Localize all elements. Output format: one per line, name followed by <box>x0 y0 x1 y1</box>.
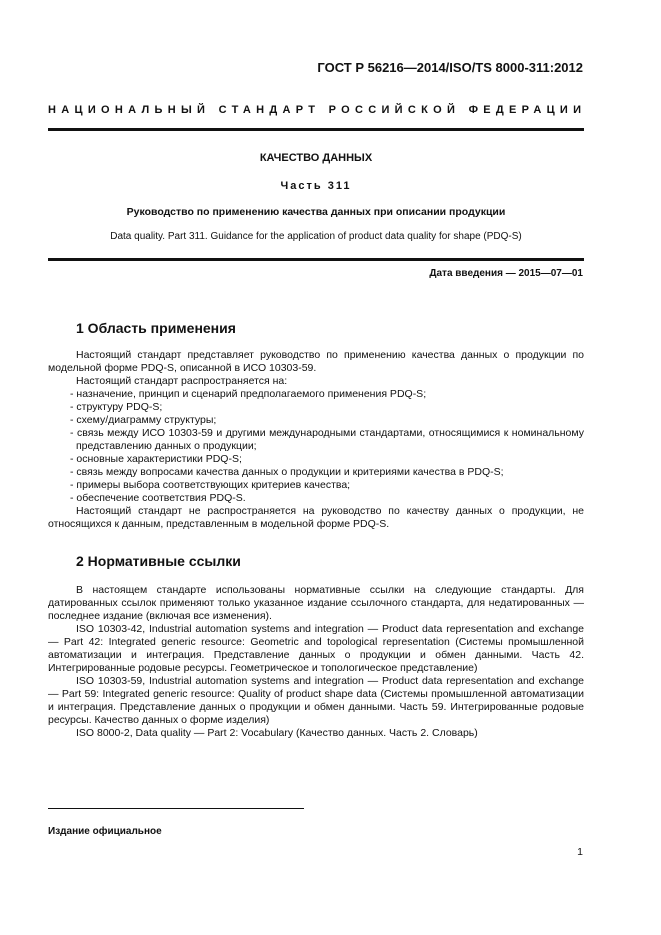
official-edition-note: Издание официальное <box>48 826 162 837</box>
list-item: - обеспечение соответствия PDQ-S. <box>70 492 246 504</box>
section-1-body <box>48 349 584 531</box>
page-number: 1 <box>577 846 583 858</box>
footer-rule <box>48 808 304 809</box>
list-item: - схему/диаграмму структуры; <box>70 414 217 426</box>
reference-item: ISO 10303-59, Industrial automation systems and integration — Product data representation and exchange — Part 59: Integrated generic resource: Quality of product shape data (Системы промышленной автоматизации и интеграция. Представление данных о продукции и обмен данными. Часть 59. Интегрированные родовые ресурсы. Качество данных о форме изделия) <box>48 675 584 726</box>
subtitle-english: Data quality. Part 311. Guidance for the application of product data quality for shape (PDQ-S) <box>110 231 522 242</box>
standard-code: ГОСТ Р 56216—2014/ISO/TS 8000-311:2012 <box>317 60 583 75</box>
paragraph: В настоящем стандарте использованы нормативные ссылки на следующие стандарты. Для датированных ссылок применяют только указанное издание ссылочного стандарта, для недатированных — последнее издание (включая все изменения). <box>48 584 584 622</box>
paragraph: Настоящий стандарт распространяется на: <box>76 375 288 387</box>
paragraph: Настоящий стандарт не распространяется на руководство по качеству данных о продукции, не относящихся к данным, представленным в модельной форме PDQ-S. <box>48 505 584 530</box>
national-standard-title: НАЦИОНАЛЬНЫЙ СТАНДАРТ РОССИЙСКОЙ ФЕДЕРАЦИИ <box>48 104 587 116</box>
top-rule <box>48 128 584 131</box>
list-item: - основные характеристики PDQ-S; <box>70 453 242 465</box>
reference-item: ISO 10303-42, Industrial automation systems and integration — Product data representation and exchange — Part 42: Integrated generic resource: Geometric and topological representation (Системы промышленной автоматизации и интеграция. Представление данных о продукции и обмен данными. Часть 42. Интегрированные родовые ресурсы. Геометрическое и топологическое представление) <box>48 623 584 674</box>
section-1-heading: 1 Область применения <box>76 320 236 336</box>
list-item: - примеры выбора соответствующих критериев качества; <box>70 479 351 491</box>
subtitle-russian: Руководство по применению качества данных при описании продукции <box>126 206 506 218</box>
list-item: - назначение, принцип и сценарий предполагаемого применения PDQ-S; <box>70 388 427 400</box>
date-introduced: Дата введения — 2015—07—01 <box>429 268 583 279</box>
section-2-heading: 2 Нормативные ссылки <box>76 553 241 569</box>
paragraph: Настоящий стандарт представляет руководство по применению качества данных о продукции по модельной форме PDQ-S, описанной в ИСО 10303-59. <box>48 349 584 374</box>
section-2-body <box>48 584 584 740</box>
list-item: - связь между ИСО 10303-59 и другими международными стандартами, относящимися к номинальному представлению данных о продукции; <box>70 427 584 452</box>
document-title: КАЧЕСТВО ДАННЫХ <box>259 152 373 164</box>
title-bottom-rule <box>48 258 584 261</box>
list-item: - связь между вопросами качества данных о продукции и критериями качества в PDQ-S; <box>70 466 504 478</box>
part-number: Часть 311 <box>280 180 352 192</box>
reference-item: ISO 8000-2, Data quality — Part 2: Vocabulary (Качество данных. Часть 2. Словарь) <box>76 727 478 739</box>
list-item: - структуру PDQ-S; <box>70 401 163 413</box>
